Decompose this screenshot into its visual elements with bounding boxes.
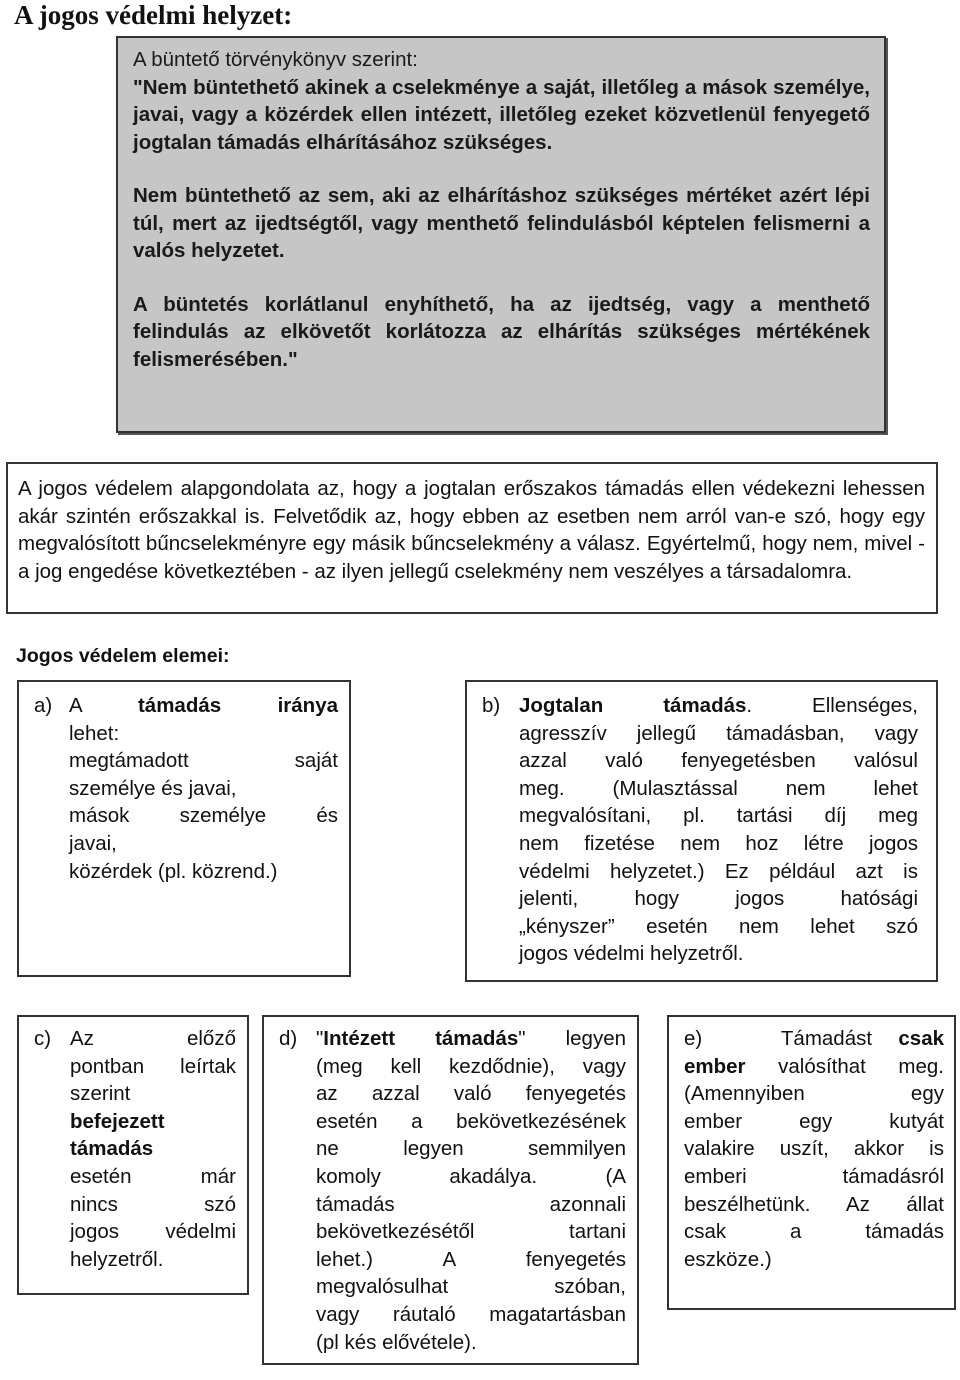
card-a-line-2: lehet: xyxy=(69,721,120,745)
card-a-line-1: A támadás iránya xyxy=(69,694,338,717)
card-e-line-2: ember valósíthat meg. xyxy=(684,1054,944,1078)
card-e-line: csak a támadás xyxy=(684,1220,944,1244)
element-card-e xyxy=(667,1015,956,1310)
page-title: A jogos védelmi helyzet: xyxy=(14,0,293,30)
element-card-d xyxy=(262,1015,639,1365)
card-d-line: megvalósulhat szóban, xyxy=(316,1275,626,1299)
card-b-label: b) xyxy=(482,694,501,717)
card-c-line: Az előző xyxy=(70,1027,236,1050)
card-b-line: nem fizetése nem hoz létre jogos xyxy=(519,831,918,855)
card-e-line: valakire uszít, akkor is xyxy=(684,1137,944,1161)
card-a-line-6: javai, xyxy=(69,831,117,855)
element-card-b xyxy=(465,680,938,982)
card-e-line: beszélhetünk. Az állat xyxy=(684,1192,944,1216)
card-c-line: esetén már xyxy=(70,1164,236,1188)
card-d-line: esetén a bekövetkezésének xyxy=(316,1109,626,1133)
card-d-line: lehet.) A fenyegetés xyxy=(316,1247,626,1271)
card-c-line: helyzetről. xyxy=(70,1247,164,1271)
card-d-line: (meg kell kezdődnie), vagy xyxy=(316,1054,626,1078)
card-d-label: d) xyxy=(279,1027,298,1050)
card-e-text xyxy=(684,1025,944,1273)
card-a-line-7: közérdek (pl. közrend.) xyxy=(69,859,278,883)
card-c-line: nincs szó xyxy=(70,1192,236,1216)
card-b-line: azzal való fenyegetésben valósul xyxy=(519,749,918,773)
card-e-line: (Amennyiben egy xyxy=(684,1082,944,1106)
card-d-line: (pl kés elővétele). xyxy=(316,1330,477,1354)
card-d-line-1: "Intézett támadás" legyen xyxy=(316,1027,626,1050)
card-a-line-4: személye és javai, xyxy=(69,776,237,800)
intro-text-box xyxy=(6,462,938,614)
element-card-a xyxy=(17,680,351,977)
card-e-line: ember egy kutyát xyxy=(684,1109,944,1133)
card-d-text xyxy=(316,1025,626,1356)
intro-paragraph: A jogos védelem alapgondolata az, hogy a jogtalan erőszakos támadás ellen védekezni lehessen akár szintén erőszakkal is. Felvetődik az, hogy ebben az esetben nem arról van-e szó, hogy egy megvalósított bűncselekményre egy másik bűncselekmény a válasz. Egyértelmű, hogy nem, mivel - a jog engedése következtében - az ilyen jellegű cselekmény nem veszélyes a társadalomra. xyxy=(18,477,925,583)
card-b-line: meg. (Mulasztással nem lehet xyxy=(519,776,918,800)
card-e-line-1: e) Támadást csak xyxy=(684,1027,944,1050)
quote-intro: A büntető törvénykönyv szerint: xyxy=(133,48,418,71)
card-b-line: jogos védelmi helyzetről. xyxy=(519,942,744,966)
card-c-label: c) xyxy=(34,1027,52,1050)
card-b-line-1: Jogtalan támadás. Ellenséges, xyxy=(519,694,919,717)
element-card-c xyxy=(17,1015,249,1295)
card-b-text xyxy=(519,692,918,968)
card-a-line-3: megtámadott saját xyxy=(69,749,338,773)
quote-paragraph-1: "Nem büntethető akinek a cselekménye a saját, illetőleg a mások személye, javai, vagy a közérdek ellen intézett, illetőleg ezeket közvetlenül fenyegető jogtalan támadás elhárításához szükséges. xyxy=(133,75,870,154)
law-quote-box xyxy=(116,36,886,433)
card-a-label: a) xyxy=(34,694,53,717)
card-b-line: védelmi helyzetet.) Ez például azt is xyxy=(519,859,918,883)
card-d-line: támadás azonnali xyxy=(316,1192,626,1216)
card-e-line: emberi támadásról xyxy=(684,1164,944,1188)
card-d-line: bekövetkezésétől tartani xyxy=(316,1220,626,1244)
card-c-line: szerint xyxy=(70,1082,131,1106)
card-a-text xyxy=(69,692,338,885)
card-a-line-5: mások személye és xyxy=(69,804,338,828)
card-d-line: az azzal való fenyegetés xyxy=(316,1082,626,1106)
card-d-line: vagy ráutaló magatartásban xyxy=(316,1302,626,1326)
card-c-text xyxy=(70,1025,236,1273)
card-d-line: komoly akadálya. (A xyxy=(316,1164,626,1188)
card-b-line: agresszív jellegű támadásban, vagy xyxy=(519,721,918,745)
quote-paragraph-2: Nem büntethető az sem, aki az elhárításhoz szükséges mértéket azért lépi túl, mert az ijedtségtől, vagy menthető felindulásból képtelen felismerni a valós helyzetet. xyxy=(133,184,870,262)
elements-heading: Jogos védelem elemei: xyxy=(16,645,230,667)
quote-paragraph-3: A büntetés korlátlanul enyhíthető, ha az ijedtség, vagy a menthető felindulás az elkövetőt korlátozza az elhárítás szükséges mértékének felismerésében." xyxy=(133,292,870,371)
card-c-line: pontban leírtak xyxy=(70,1054,236,1078)
card-c-line: jogos védelmi xyxy=(70,1220,236,1244)
card-d-line: ne legyen semmilyen xyxy=(316,1137,626,1161)
card-b-line: „kényszer” esetén nem lehet szó xyxy=(519,914,918,938)
card-b-line: jelenti, hogy jogos hatósági xyxy=(519,887,918,911)
card-e-line: eszköze.) xyxy=(684,1247,772,1271)
card-c-line-bold: támadás xyxy=(70,1137,154,1161)
card-b-line: megvalósítani, pl. tartási díj meg xyxy=(519,804,918,828)
card-c-line-bold: befejezett xyxy=(70,1109,165,1133)
